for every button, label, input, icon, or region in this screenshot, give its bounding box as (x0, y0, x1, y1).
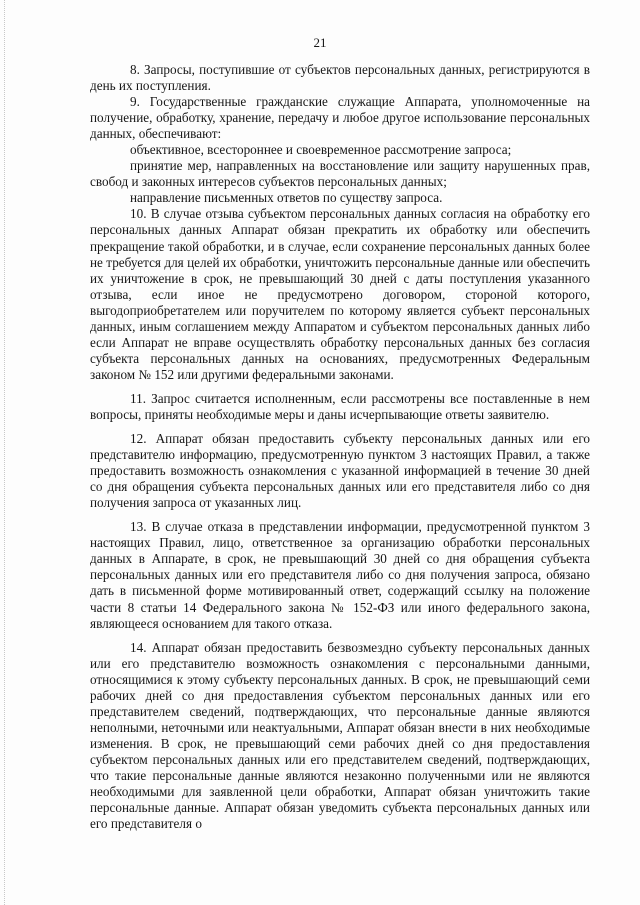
paragraph-9: 9. Государственные гражданские служащие Аппарата, уполномоченные на получение, обработку, хранение, передачу и любое другое использование персональных данных, обеспечивают: (90, 94, 590, 142)
paragraph-8: 8. Запросы, поступившие от субъектов персональных данных, регистрируются в день их поступления. (90, 62, 590, 94)
paragraph-9-item-2: принятие мер, направленных на восстановление или защиту нарушенных прав, свобод и законных интересов субъектов персональных данных; (90, 158, 590, 190)
scan-edge (4, 0, 6, 905)
paragraph-9-item-3: направление письменных ответов по существу запроса. (130, 190, 443, 206)
paragraph-10: 10. В случае отзыва субъектом персональных данных согласия на обработку его персональных данных Аппарат обязан прекратить их обработку или обеспечить прекращение такой обработки, и в случае, если сохранение персональных данных более не требуется для целей их обработки, уничтожить персональные данные или обеспечить их уничтожение в срок, не превышающий 30 дней с даты поступления указанного отзыва, если иное не предусмотрено договором, стороной которого, выгодоприобретателем или поручителем по которому является субъект персональных данных, иным соглашением между Аппаратом и субъектом персональных данных либо если Аппарат не вправе осуществлять обработку персональных данных без согласия субъекта персональных данных на основаниях, предусмотренных Федеральным законом № 152 или другими федеральными законами. (90, 206, 590, 382)
paragraph-9-item-1: объективное, всестороннее и своевременное рассмотрение запроса; (130, 142, 512, 158)
paragraph-14: 14. Аппарат обязан предоставить безвозмездно субъекту персональных данных или его представителю возможность ознакомления с персональными данными, относящимися к этому субъекту персональных данных. В срок, не превышающий семи рабочих дней со дня предоставления субъектом персональных данных или его представителем сведений, подтверждающих, что персональные данные являются неполными, неточными или неактуальными, Аппарат обязан внести в них необходимые изменения. В срок, не превышающий семи рабочих дней со дня предоставления субъектом персональных данных или его представителем сведений, подтверждающих, что такие персональные данные являются незаконно полученными или не являются необходимыми для заявленной цели обработки, Аппарат обязан уничтожить такие персональные данные. Аппарат обязан уведомить субъекта персональных данных или его представителя о (90, 639, 590, 832)
paragraph-13: 13. В случае отказа в представлении информации, предусмотренной пунктом 3 настоящих Правил, лицо, ответственное за организацию обработки персональных данных в Аппарате, в срок, не превышающий 30 дней со дня обращения субъекта персональных данных или его представителя либо со дня получения запроса, обязано дать в письменной форме мотивированный ответ, содержащий ссылку на положение части 8 статьи 14 Федерального закона № 152-ФЗ или иного федерального закона, являющееся основанием для такого отказа. (90, 519, 590, 631)
paragraph-11: 11. Запрос считается исполненным, если рассмотрены все поставленные в нем вопросы, приняты необходимые меры и даны исчерпывающие ответы заявителю. (90, 390, 590, 422)
page-number: 21 (313, 35, 327, 50)
document-body (90, 62, 590, 832)
paragraph-12: 12. Аппарат обязан предоставить субъекту персональных данных или его представителю информацию, предусмотренную пунктом 3 настоящих Правил, а также предоставить возможность ознакомления с указанной информацией в течение 30 дней со дня обращения субъекта персональных данных или его представителя либо со дня получения запроса от указанных лиц. (90, 431, 590, 511)
